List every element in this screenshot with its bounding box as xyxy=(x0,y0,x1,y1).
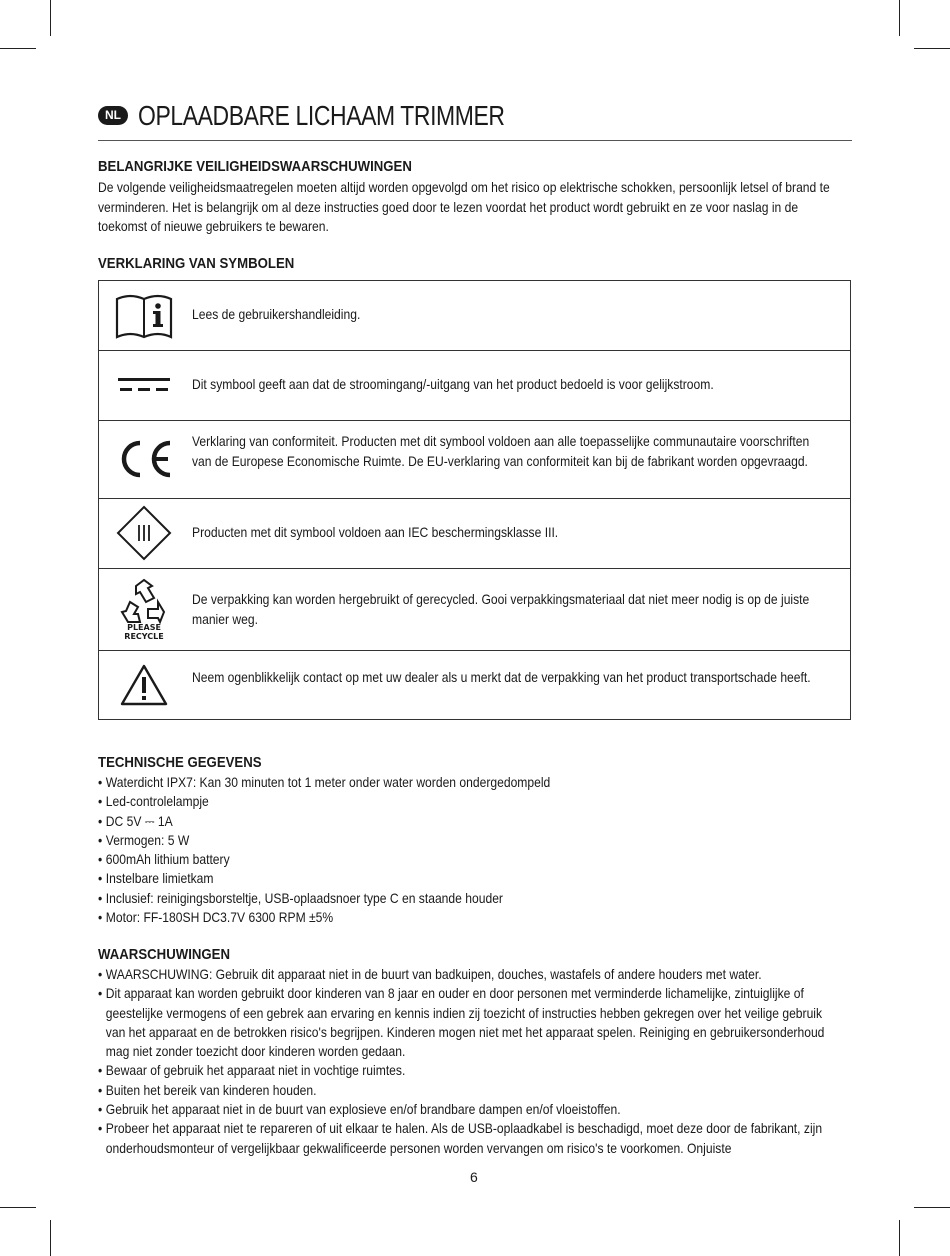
page-number: 6 xyxy=(470,1169,478,1185)
safety-heading: BELANGRIJKE VEILIGHEIDSWAARSCHUWINGEN xyxy=(98,158,412,175)
ce-mark-icon xyxy=(99,420,189,498)
crop-mark xyxy=(899,0,900,36)
specs-heading: TECHNISCHE GEGEVENS xyxy=(98,754,262,771)
symbol-description: Dit symbool geeft aan dat de stroomingang/-uitgang van het product bedoeld is voor gelijkstroom. xyxy=(192,376,714,392)
warnings-list xyxy=(98,965,842,1158)
crop-mark xyxy=(899,1220,900,1256)
manual-info-icon xyxy=(99,281,189,350)
crop-mark xyxy=(914,1207,950,1208)
list-item: • Motor: FF-180SH DC3.7V 6300 RPM ±5% xyxy=(98,908,842,927)
symbols-table xyxy=(98,280,851,720)
list-item: • 600mAh lithium battery xyxy=(98,850,842,869)
svg-text:PLEASE: PLEASE xyxy=(127,623,161,632)
protection-class-iii-icon xyxy=(99,498,189,568)
symbol-description: Neem ogenblikkelijk contact op met uw dealer als u merkt dat de verpakking van het product transportschade heeft. xyxy=(192,669,811,685)
title-row xyxy=(98,100,852,141)
symbols-heading: VERKLARING VAN SYMBOLEN xyxy=(98,255,295,272)
list-item: • Inclusief: reinigingsborsteltje, USB-oplaadsnoer type C en staande houder xyxy=(98,889,842,908)
list-item: • Instelbare limietkam xyxy=(98,869,842,888)
crop-mark xyxy=(0,1207,36,1208)
safety-intro: De volgende veiligheidsmaatregelen moeten altijd worden opgevolgd om het risico op elektrische schokken, persoonlijk letsel of brand te verminderen. Het is belangrijk om al deze instructies goed door te lezen voordat het product wordt gebruikt en ze voor naslag in de toekomst of nieuwe gebruikers te bewaren. xyxy=(98,179,830,234)
direct-current-icon xyxy=(99,350,189,420)
recycle-icon xyxy=(99,568,189,650)
list-item: • DC 5V ⎓ 1A xyxy=(98,812,842,831)
svg-text:RECYCLE: RECYCLE xyxy=(124,632,164,640)
symbol-row xyxy=(99,420,850,499)
crop-mark xyxy=(914,48,950,49)
language-badge: NL xyxy=(98,106,128,125)
crop-mark xyxy=(50,1220,51,1256)
list-item: • Dit apparaat kan worden gebruikt door kinderen van 8 jaar en ouder en door personen met verminderde lichamelijke, zintuiglijke of geestelijke vermogens of een gebrek aan ervaring en kennis indien zij toezicht of instructies hebben gekregen over het veilige gebruik van het apparaat en de betrokken risico's begrijpen. Kinderen mogen niet met het apparaat spelen. Reiniging en gebruikersonderhoud mag niet zonder toezicht door kinderen worden gedaan. xyxy=(98,984,842,1061)
list-item: • Vermogen: 5 W xyxy=(98,831,842,850)
list-item: • Probeer het apparaat niet te repareren of uit elkaar te halen. Als de USB-oplaadkabel is beschadigd, moet deze door de fabrikant, zijn onderhoudsmonteur of vergelijkbaar gekwalificeerde personen worden vervangen om risico's te voorkomen. Onjuiste xyxy=(98,1119,842,1158)
warnings-heading: WAARSCHUWINGEN xyxy=(98,946,230,963)
list-item: • Led-controlelampje xyxy=(98,792,842,811)
symbol-row xyxy=(99,281,850,351)
page-title: OPLAADBARE LICHAAM TRIMMER xyxy=(138,100,505,131)
specs-list xyxy=(98,773,842,927)
symbol-description: Lees de gebruikershandleiding. xyxy=(192,306,361,322)
list-item: • Bewaar of gebruik het apparaat niet in vochtige ruimtes. xyxy=(98,1061,842,1080)
list-item: • Buiten het bereik van kinderen houden. xyxy=(98,1081,842,1100)
symbol-description: Producten met dit symbool voldoen aan IEC beschermingsklasse III. xyxy=(192,524,559,540)
crop-mark xyxy=(0,48,36,49)
crop-mark xyxy=(50,0,51,36)
symbol-row xyxy=(99,498,850,569)
list-item: • WAARSCHUWING: Gebruik dit apparaat niet in de buurt van badkuipen, douches, wastafels of andere houders met water. xyxy=(98,965,842,984)
symbol-row xyxy=(99,568,850,651)
symbol-row xyxy=(99,650,850,720)
list-item: • Waterdicht IPX7: Kan 30 minuten tot 1 meter onder water worden ondergedompeld xyxy=(98,773,842,792)
list-item: • Gebruik het apparaat niet in de buurt van explosieve en/of brandbare dampen en/of vloeistoffen. xyxy=(98,1100,842,1119)
warning-triangle-icon xyxy=(99,650,189,720)
symbol-description: Verklaring van conformiteit. Producten met dit symbool voldoen aan alle toepasselijke communautaire voorschriften van de Europese Economische Ruimte. De EU-verklaring van conformiteit kan bij de fabrikant worden opgevraagd. xyxy=(192,433,810,469)
symbol-description: De verpakking kan worden hergebruikt of gerecycled. Gooi verpakkingsmateriaal dat niet meer nodig is op de juiste manier weg. xyxy=(192,591,810,627)
symbol-row xyxy=(99,350,850,421)
